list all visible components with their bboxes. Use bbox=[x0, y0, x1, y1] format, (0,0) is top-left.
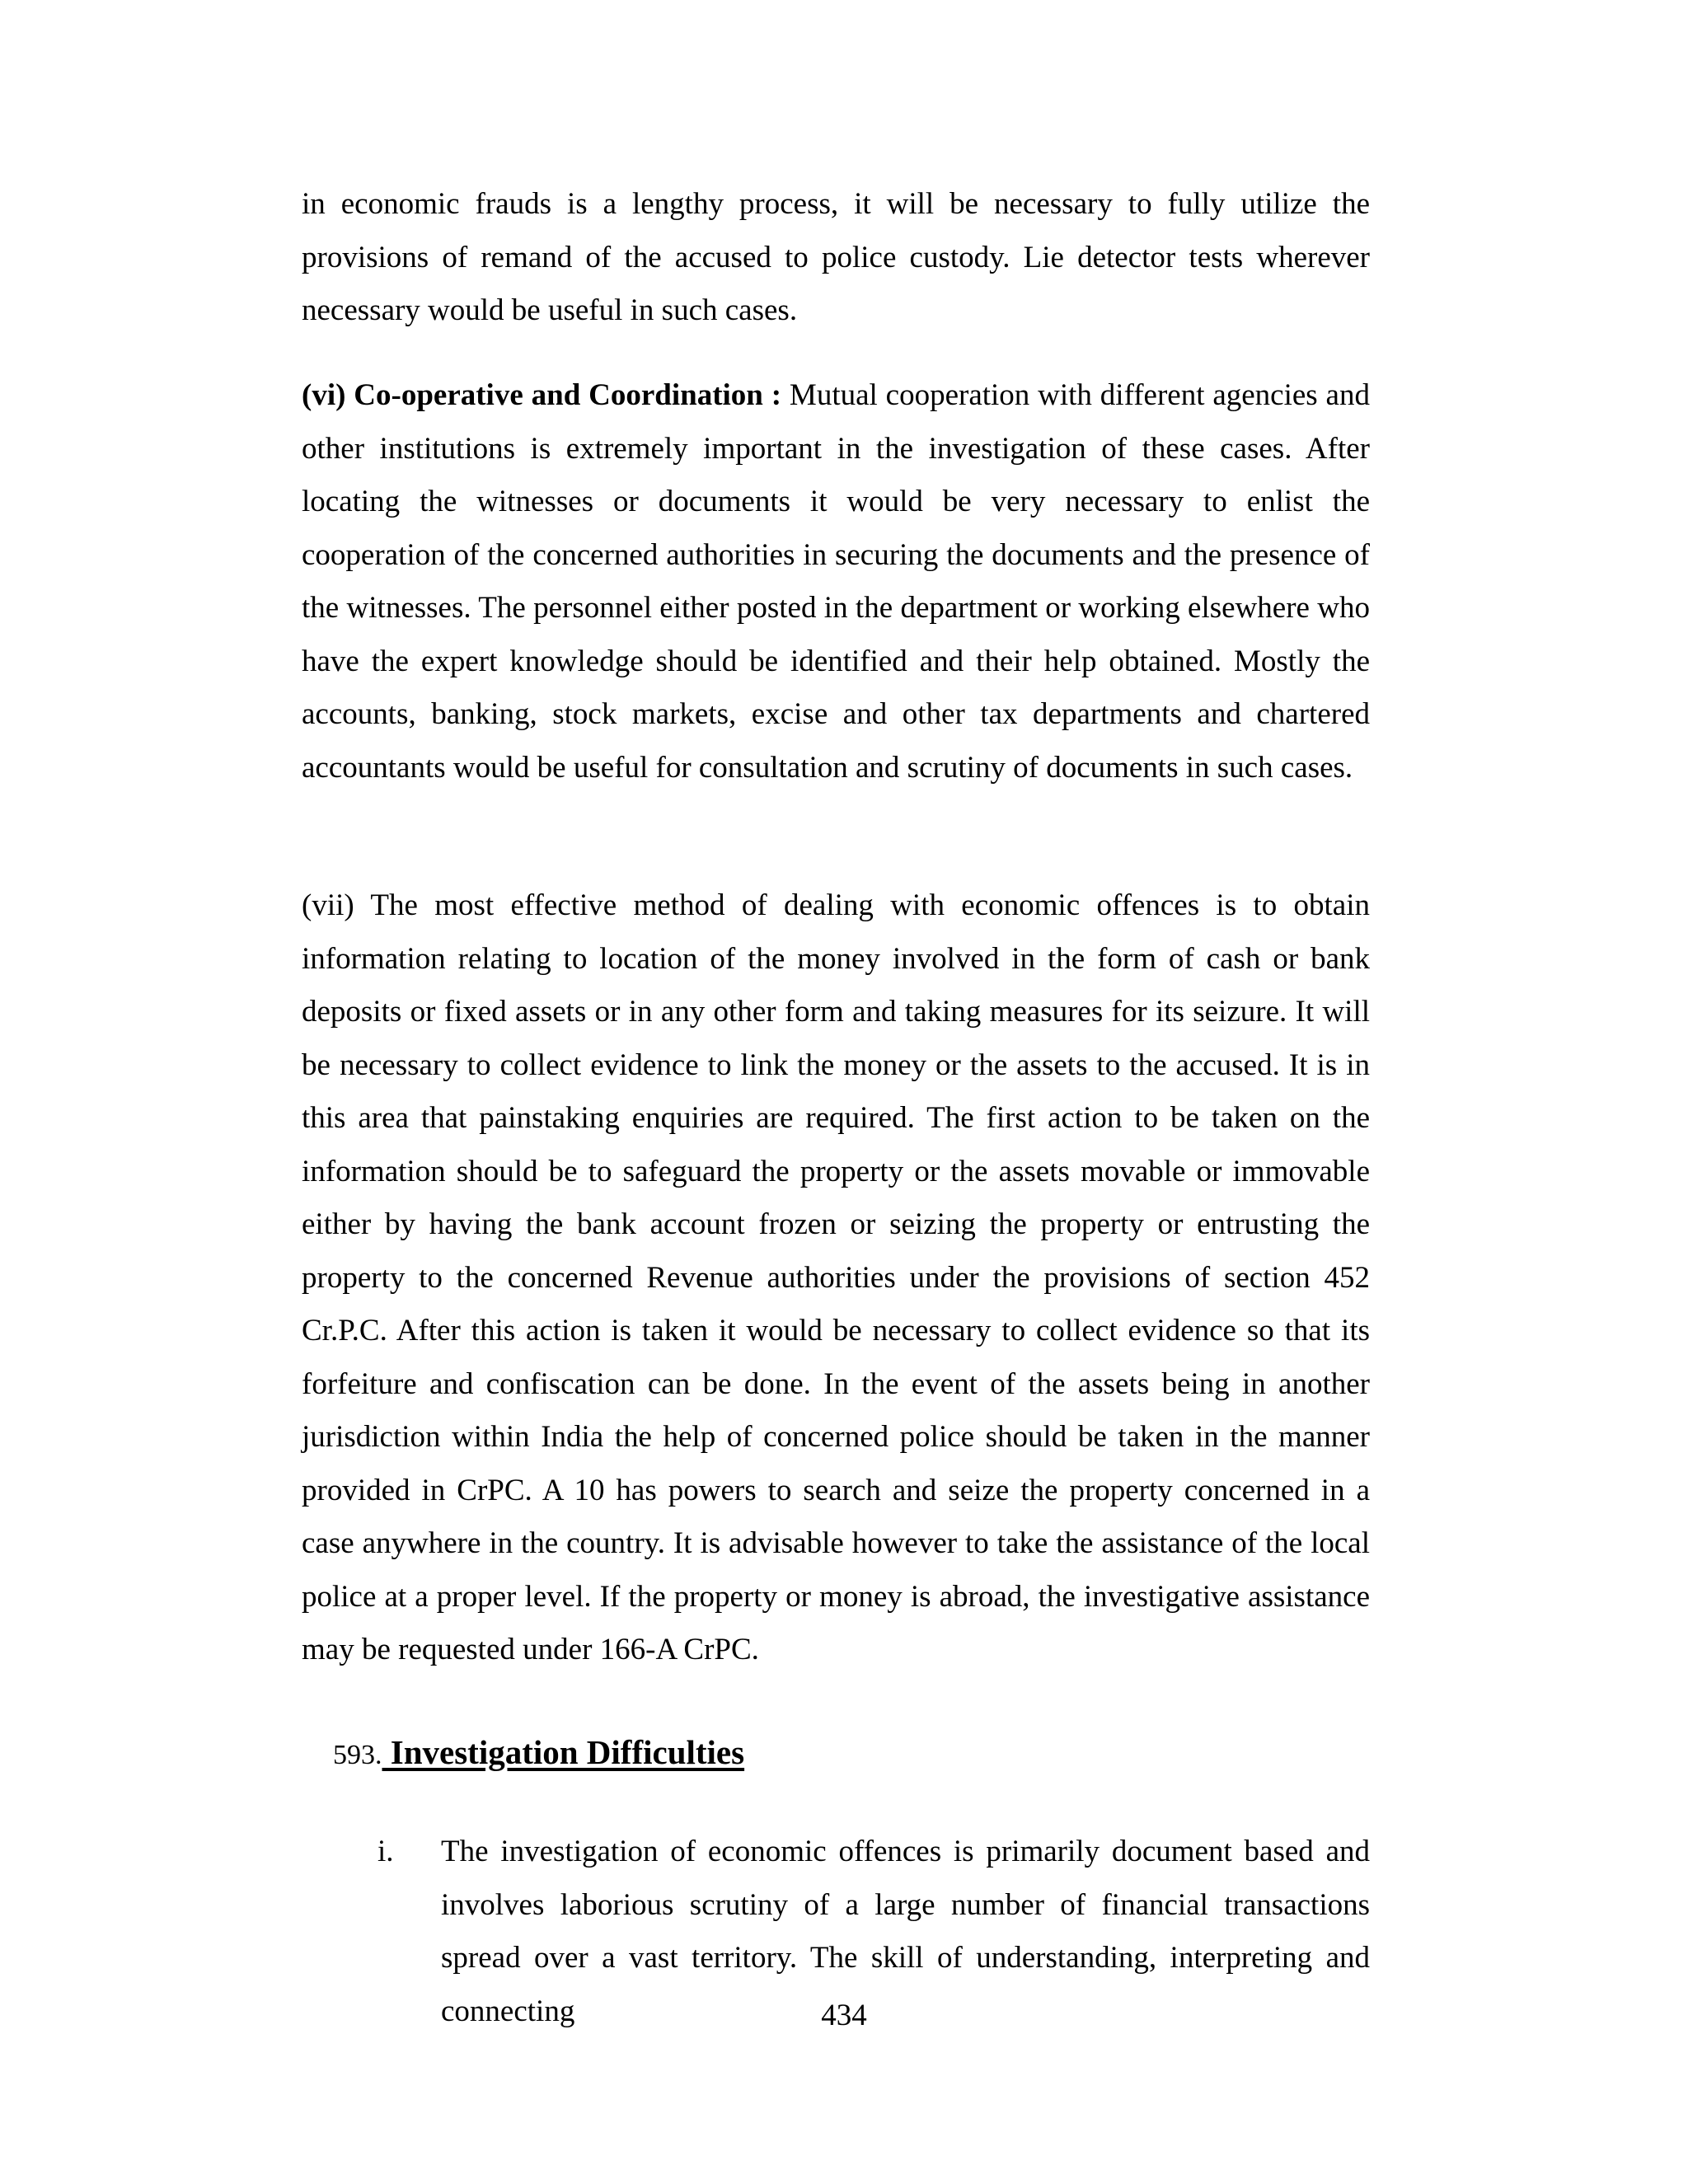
page-number: 434 bbox=[821, 1999, 867, 2032]
section-title: Investigation Difficulties bbox=[382, 1733, 745, 1771]
paragraph-cooperation bbox=[302, 369, 1370, 794]
paragraph-cooperation-body: Mutual cooperation with different agencies and other institutions is extremely important in the investigation of these cases. After locating the witnesses or documents it would be very necessary to enlist the cooperation of the concerned authorities in securing the documents and the presence of the witnesses. The personnel either posted in the department or working elsewhere who have the expert knowledge should be identified and their help obtained. Mostly the accounts, banking, stock markets, excise and other tax departments and chartered accountants would be useful for consultation and scrutiny of documents in such cases. bbox=[302, 378, 1370, 785]
section-heading bbox=[333, 1726, 744, 1782]
list-item-marker: i. bbox=[377, 1835, 394, 1868]
paragraph-cooperation-lead: (vi) Co-operative and Coordination : bbox=[302, 378, 782, 412]
list-item-text: The investigation of economic offences is primarily document based and involves laborious scrutiny of a large number of financial transactions spread over a vast territory. The skill of understanding, interpreting and connecting bbox=[441, 1835, 1370, 2028]
paragraph-asset-seizure: (vii) The most effective method of dealing with economic offences is to obtain information relating to location of the money involved in the form of cash or bank deposits or fixed assets or in any other form and taking measures for its seizure. It will be necessary to collect evidence to link the money or the assets to the accused. It is in this area that painstaking enquiries are required. The first action to be taken on the information should be to safeguard the property or the assets movable or immovable either by having the bank account frozen or seizing the property or entrusting the property to the concerned Revenue authorities under the provisions of section 452 Cr.P.C. After this action is taken it would be necessary to collect evidence so that its forfeiture and confiscation can be done. In the event of the assets being in another jurisdiction within India the help of concerned police should be taken in the manner provided in CrPC. A 10 has powers to search and seize the property concerned in a case anywhere in the country. It is advisable however to take the assistance of the local police at a proper level. If the property or money is abroad, the investigative assistance may be requested under 166-A CrPC. bbox=[302, 888, 1370, 1666]
section-number: 593. bbox=[333, 1740, 382, 1770]
paragraph-remand: in economic frauds is a lengthy process, it will be necessary to fully utilize the provisions of remand of the accused to police custody. Lie detector tests wherever necessary would be useful in such cases. bbox=[302, 187, 1370, 327]
